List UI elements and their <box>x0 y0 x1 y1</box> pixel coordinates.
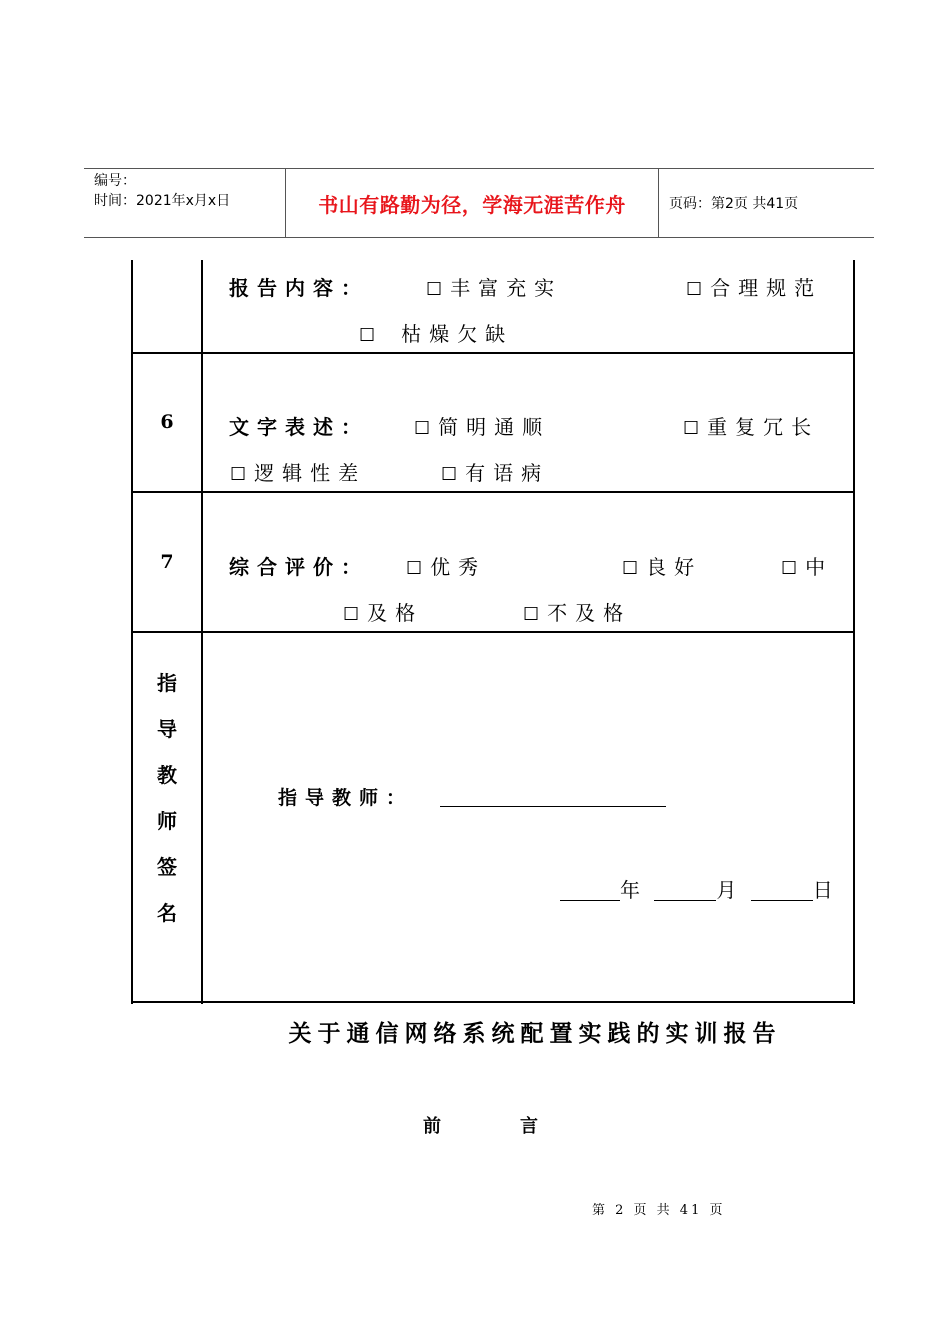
option-good[interactable] <box>622 551 702 580</box>
option-grammar-errors[interactable] <box>441 457 549 486</box>
header-page-label: 页码：第2页 共41页 <box>669 196 799 212</box>
table-row-divider <box>131 631 855 633</box>
checkbox-icon: ☐ <box>523 604 540 625</box>
header-motto: 书山有路勤为径，学海无涯苦作舟 <box>318 192 626 217</box>
side-label-char: 签 <box>157 855 177 879</box>
checkbox-icon: ☐ <box>230 464 247 485</box>
side-label-char: 师 <box>157 809 177 833</box>
report-content-label: 报告内容： <box>229 276 369 300</box>
option-dull[interactable] <box>359 318 513 347</box>
checkbox-icon: ☐ <box>406 558 423 579</box>
checkbox-icon: ☐ <box>622 558 639 579</box>
checkbox-icon: ☐ <box>441 464 458 485</box>
header-meta <box>94 171 230 211</box>
wording-label: 文字表述： <box>229 415 369 439</box>
day-label: 日 <box>812 878 833 902</box>
number-label: 编号： <box>94 173 136 189</box>
option-label: 简明通顺 <box>438 415 551 439</box>
side-label-char: 指 <box>157 671 177 695</box>
day-field[interactable] <box>751 880 813 901</box>
option-label: 合理规范 <box>710 276 823 300</box>
option-label: 丰富充实 <box>450 276 563 300</box>
option-label: 逻辑性差 <box>254 461 367 485</box>
year-label: 年 <box>620 878 640 902</box>
checkbox-icon: ☐ <box>414 418 431 439</box>
option-label: 枯燥欠缺 <box>401 322 514 346</box>
option-illogical[interactable] <box>230 457 366 486</box>
row-number: 6 <box>160 411 174 433</box>
teacher-signature-side-label <box>150 660 184 936</box>
option-label: 及格 <box>367 601 424 625</box>
header-divider <box>658 169 659 237</box>
option-average[interactable] <box>781 551 833 580</box>
option-label: 重复冗长 <box>707 415 820 439</box>
option-concise[interactable] <box>414 411 550 440</box>
time-label: 时间：2021年x月x日 <box>94 193 231 209</box>
row-number: 7 <box>160 551 174 573</box>
checkbox-icon: ☐ <box>343 604 360 625</box>
table-row-divider <box>131 491 855 493</box>
option-fail[interactable] <box>523 597 631 626</box>
checkbox-icon: ☐ <box>781 558 798 579</box>
teacher-label: 指导教师： <box>278 787 414 809</box>
overall-rating-label: 综合评价： <box>229 555 369 579</box>
preface-heading-char: 言 <box>520 1116 538 1137</box>
option-standard[interactable] <box>686 272 822 301</box>
month-label: 月 <box>716 878 737 902</box>
option-redundant[interactable] <box>683 411 819 440</box>
header-bar <box>84 168 874 238</box>
signature-date <box>560 874 833 903</box>
teacher-signature-field[interactable] <box>440 806 666 807</box>
checkbox-icon: ☐ <box>686 279 703 300</box>
option-label: 有语病 <box>465 461 550 485</box>
side-label-char: 教 <box>157 763 177 787</box>
side-label-char: 导 <box>157 717 177 741</box>
preface-heading-char: 前 <box>423 1116 441 1137</box>
table-row-divider <box>131 352 855 354</box>
page-footer: 第 2 页 共 41 页 <box>592 1203 726 1218</box>
option-excellent[interactable] <box>406 551 486 580</box>
checkbox-icon: ☐ <box>359 325 376 346</box>
option-label: 中 <box>805 555 834 579</box>
option-pass[interactable] <box>343 597 423 626</box>
table-border-bottom <box>131 1001 855 1003</box>
option-label: 不及格 <box>547 601 632 625</box>
side-label-char: 名 <box>157 901 177 925</box>
document-title: 关于通信网络系统配置实践的实训报告 <box>288 1021 782 1047</box>
option-rich[interactable] <box>426 272 562 301</box>
option-label: 良好 <box>646 555 703 579</box>
option-label: 优秀 <box>430 555 487 579</box>
checkbox-icon: ☐ <box>426 279 443 300</box>
checkbox-icon: ☐ <box>683 418 700 439</box>
month-field[interactable] <box>654 880 716 901</box>
year-field[interactable] <box>560 880 620 901</box>
